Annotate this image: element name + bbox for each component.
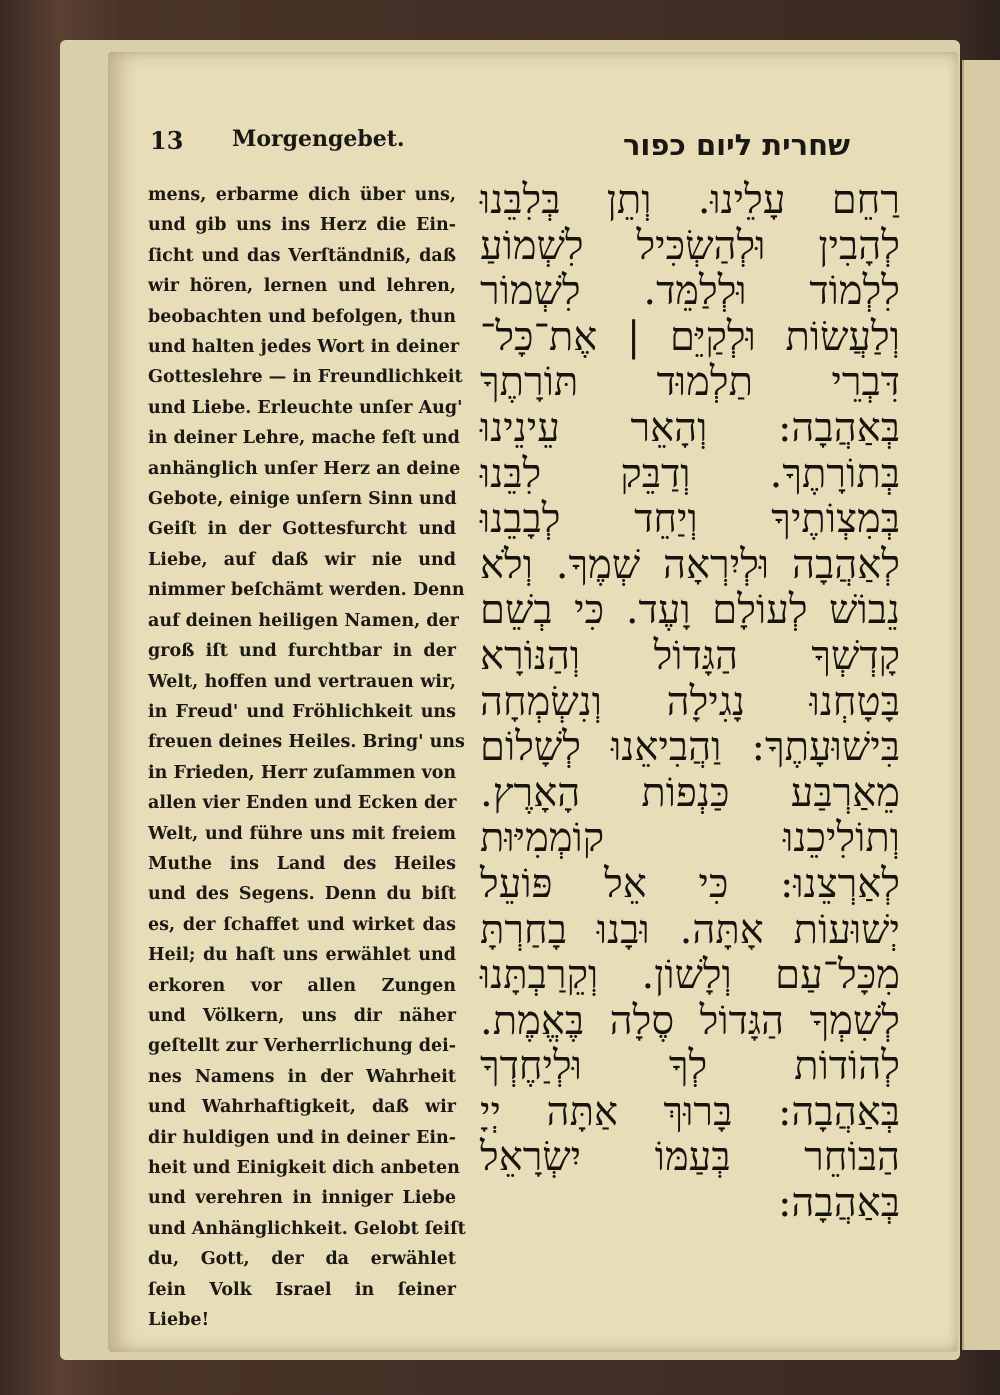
hebrew-text-line: בְּאַהֲבָה: בָּרוּךְ אַתָּה יְיָ (480, 1088, 900, 1135)
german-text-line: Gotteslehre — in Freundlichkeit (148, 367, 463, 388)
german-text-line: und Wahrhaftigkeit, daß wir (148, 1097, 456, 1118)
german-text-line: geſtellt zur Verherrlichung dei- (148, 1036, 456, 1057)
german-text-line: ſein Volk Israel in ſeiner (148, 1279, 456, 1300)
german-text-line: und Anhänglichkeit. Gelobt ſeiſt (148, 1218, 466, 1239)
hebrew-text-line: וְלַעֲשׂוֹת וּלְקַיֵּם | אֶת־כָּל־ (480, 313, 900, 360)
german-text-line: erkoren vor allen Zungen (148, 975, 456, 996)
hebrew-text-line: מֵאַרְבַּע כַּנְפוֹת הָאָרֶץ. (480, 769, 900, 816)
hebrew-text-line: לִלְמוֹד וּלְלַמֵּד. לִשְׁמוֹר (480, 268, 900, 315)
german-text-line: und gib uns ins Herz die Ein- (148, 215, 456, 236)
german-text-line: mens, erbarme dich über uns, (148, 185, 456, 205)
hebrew-text-line: לְשִׁמְךָ הַגָּדוֹל סֶלָה בֶּאֱמֶת. (480, 997, 900, 1044)
german-running-title: Morgengebet. (232, 126, 405, 152)
german-text-line: und des Segens. Denn du biſt (148, 884, 456, 905)
german-text-line: freuen deines Heiles. Bring' uns (148, 732, 465, 753)
hebrew-text-line: מִכָּל־עַם וְלָשׁוֹן. וְקֵרַבְתָּנוּ (480, 952, 900, 999)
german-text-line: in deiner Lehre, mache feſt und (148, 428, 460, 449)
german-text-line: Heil; du haſt uns erwählet und (148, 945, 456, 966)
german-text-line: heit und Einigkeit dich anbeten (148, 1158, 460, 1178)
hebrew-text-line: הַבּוֹחֵר בְּעַמּוֹ יִשְׂרָאֵל (480, 1134, 900, 1181)
hebrew-text-column (480, 178, 900, 1227)
german-text-column (148, 180, 466, 1335)
german-text-line: Gebote, einige unſern Sinn und (148, 489, 457, 510)
german-text-line: Welt, hoffen und vertrauen wir, (148, 671, 456, 692)
german-text-line: und Völkern, uns dir näher (148, 1005, 456, 1026)
german-text-line: beobachten und befolgen, thun (148, 306, 456, 327)
hebrew-text-line: בִּישׁוּעָתֶךָ: וַהֲבִיאֵנוּ לְשָׁלוֹם (480, 724, 900, 771)
german-text-line: anhänglich unſer Herz an deine (148, 458, 461, 479)
german-text-line: nes Namens in der Wahrheit (148, 1066, 456, 1087)
hebrew-text-line: נֵבוֹשׁ לְעוֹלָם וָעֶד. כִּי בְשֵׁם (480, 587, 900, 634)
german-text-line: Welt, und führe uns mit freiem (148, 823, 456, 844)
hebrew-text-line: בְּתוֹרָתֶךָ. וְדַבֵּק לִבֵּנוּ (480, 450, 900, 497)
next-page-edge (962, 60, 1000, 1350)
hebrew-text-line: לְאַהֲבָה וּלְיִרְאָה שְׁמֶךָ. וְלֹא (480, 541, 900, 588)
german-text-line: du, Gott, der da erwählet (148, 1249, 456, 1270)
german-text-line: nimmer beſchämt werden. Denn (148, 580, 465, 601)
hebrew-text-line: בָּטָחְנוּ נָגִילָה וְנִשְׂמְחָה (480, 678, 900, 725)
german-text-line: und Liebe. Erleuchte unſer Aug' (148, 397, 463, 418)
hebrew-text-line: וְתוֹלִיכֵנוּ קוֹמְמִיּוּת (480, 815, 900, 862)
german-text-line: wir hören, lernen und lehren, (148, 276, 456, 297)
hebrew-text-line: קָדְשְׁךָ הַגָּדוֹל וְהַנּוֹרָא (480, 632, 900, 679)
hebrew-text-line: בְּאַהֲבָה: וְהָאֵר עֵינֵינוּ (480, 404, 900, 451)
hebrew-text-line: יְשׁוּעוֹת אָתָּה. וּבָנוּ בָחַרְתָּ (480, 906, 900, 953)
german-text-line: in Frieden, Herr zuſammen von (148, 762, 457, 783)
german-text-line: allen vier Enden und Ecken der (148, 793, 457, 814)
hebrew-text-line: רַחֵם עָלֵינוּ. וְתֵן בְּלִבֵּנוּ (480, 177, 900, 223)
page-number: 13 (150, 126, 184, 155)
hebrew-text-line: לְאַרְצֵנוּ: כִּי אֵל פּוֹעֵל (480, 860, 900, 907)
german-text-line: ſicht und das Verſtändniß, daß (148, 245, 456, 266)
german-text-line: Liebe, auf daß wir nie und (148, 549, 456, 570)
hebrew-text-line: דִּבְרֵי תַלְמוּד תּוֹרָתֶךָ (480, 359, 900, 406)
hebrew-text-line: לְהוֹדוֹת לְךָ וּלְיַחֶדְךָ (480, 1043, 900, 1090)
german-text-line: Geiſt in der Gottesfurcht und (148, 519, 456, 540)
german-text-line: Muthe ins Land des Heiles (148, 853, 456, 874)
german-text-line: in Freud' und Fröhlichkeit uns (148, 701, 456, 722)
german-text-line: dir huldigen und in deiner Ein- (148, 1127, 456, 1148)
german-text-line: es, der ſchaffet und wirket das (148, 914, 456, 935)
german-text-line: auf deinen heiligen Namen, der (148, 610, 459, 631)
german-text-line: und halten jedes Wort in deiner (148, 337, 460, 358)
hebrew-text-line: בְּמִצְוֹתֶיךָ וְיַחֵד לְבָבֵנוּ (480, 496, 900, 543)
hebrew-text-line: לְהָבִין וּלְהַשְׂכִּיל לִשְׁמוֹעַ (480, 222, 900, 269)
hebrew-running-title: שחרית ליום כפור (622, 128, 850, 162)
german-text-line: groß iſt und furchtbar in der (148, 641, 456, 662)
german-text-line: Liebe! (148, 1310, 210, 1331)
german-text-line: und verehren in inniger Liebe (148, 1188, 456, 1209)
hebrew-text-line: בְּאַהֲבָה: (777, 1180, 900, 1227)
